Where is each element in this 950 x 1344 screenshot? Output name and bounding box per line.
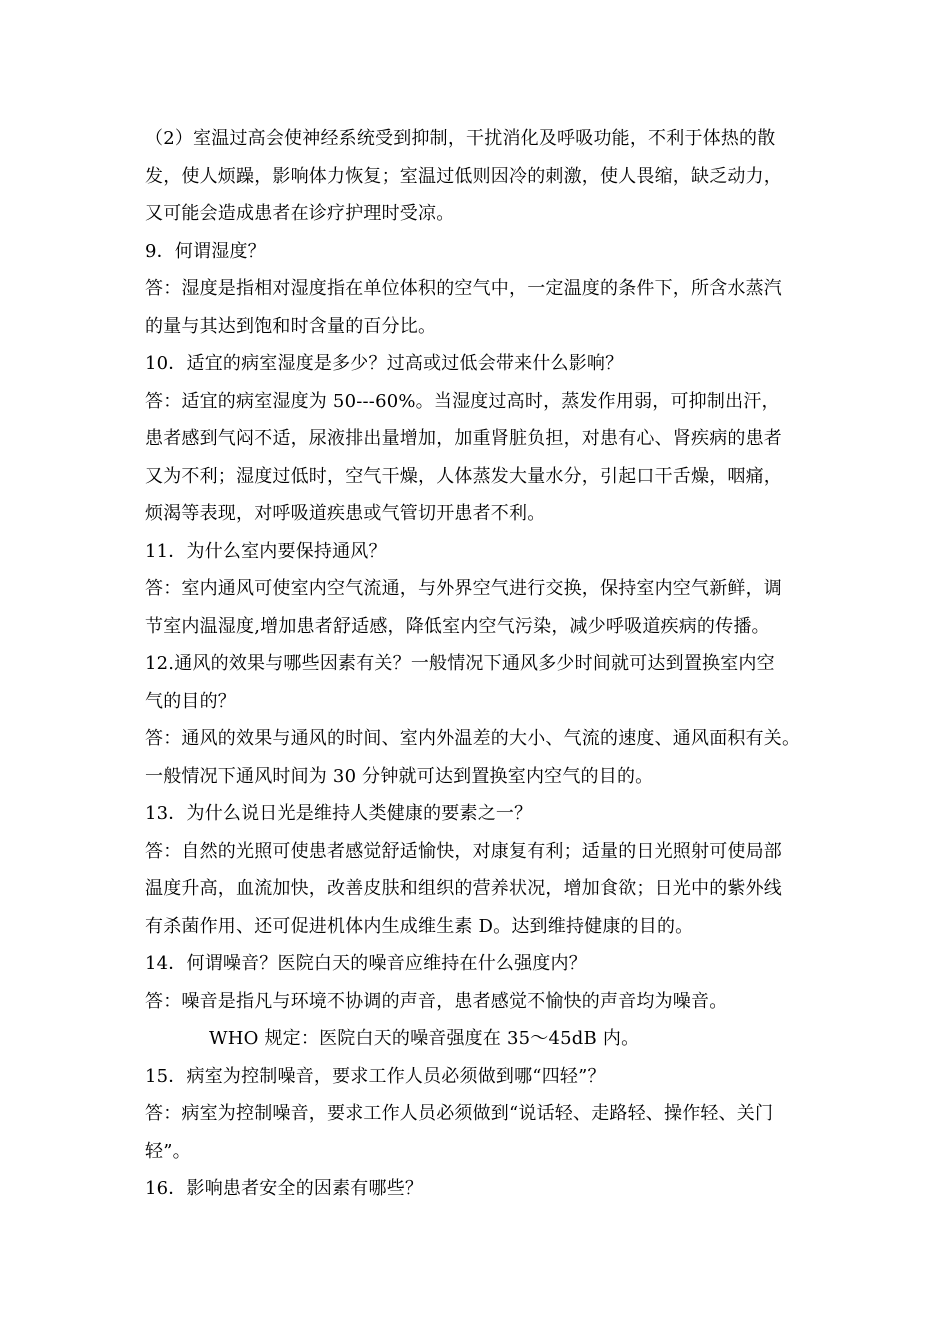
answer-line: 烦渴等表现，对呼吸道疾患或气管切开患者不利。 <box>145 503 546 524</box>
answer-line: 答：噪音是指凡与环境不协调的声音，患者感觉不愉快的声音均为噪音。 <box>145 990 728 1012</box>
question-heading: 10．适宜的病室湿度是多少？过高或过低会带来什么影响？ <box>145 353 624 374</box>
answer-line: 又为不利；湿度过低时，空气干燥，人体蒸发大量水分，引起口干舌燥，咽痛， <box>145 465 782 487</box>
answer-line: 答：湿度是指相对湿度指在单位体积的空气中，一定温度的条件下，所含水蒸汽 <box>145 278 782 299</box>
question-heading: 11．为什么室内要保持通风？ <box>145 540 387 562</box>
answer-line: 一般情况下通风时间为 30 分钟就可达到置换室内空气的目的。 <box>145 765 654 787</box>
answer-line: 温度升高，血流加快，改善皮肤和组织的营养状况，增加食欲；日光中的紫外线 <box>145 878 782 899</box>
answer-line: 的量与其达到饱和时含量的百分比。 <box>145 315 437 337</box>
question-heading: 9．何谓湿度？ <box>145 240 266 262</box>
answer-line: 答：病室为控制噪音，要求工作人员必须做到“说话轻、走路轻、操作轻、关门 <box>145 1103 774 1124</box>
question-heading: 13．为什么说日光是维持人类健康的要素之一？ <box>145 803 533 824</box>
answer-line: 答：适宜的病室湿度为 50---60%。当湿度过高时，蒸发作用弱，可抑制出汗， <box>145 390 780 412</box>
answer-line: 患者感到气闷不适，尿液排出量增加，加重肾脏负担，对患有心、肾疾病的患者 <box>145 428 782 449</box>
question-heading: 15．病室为控制噪音，要求工作人员必须做到哪“四轻”？ <box>145 1065 606 1087</box>
question-heading: 16．影响患者安全的因素有哪些？ <box>145 1178 424 1199</box>
paragraph-line: 发，使人烦躁，影响体力恢复；室温过低则因冷的刺激，使人畏缩，缺乏动力， <box>145 165 782 187</box>
answer-line: 答：通风的效果与通风的时间、室内外温差的大小、气流的速度、通风面积有关。 <box>145 728 801 749</box>
answer-line: 轻”。 <box>145 1140 191 1162</box>
paragraph-line: 又可能会造成患者在诊疗护理时受凉。 <box>145 203 455 224</box>
paragraph-line: （2）室温过高会使神经系统受到抑制，干扰消化及呼吸功能，不利于体热的散 <box>145 128 776 149</box>
answer-line: 答：自然的光照可使患者感觉舒适愉快，对康复有利；适量的日光照射可使局部 <box>145 840 782 862</box>
answer-line: 答：室内通风可使室内空气流通，与外界空气进行交换，保持室内空气新鲜，调 <box>145 578 782 599</box>
document-body <box>145 124 817 1212</box>
answer-line: 有杀菌作用、还可促进机体内生成维生素 D。达到维持健康的目的。 <box>145 915 694 937</box>
question-heading: 12.通风的效果与哪些因素有关？一般情况下通风多少时间就可达到置换室内空 <box>145 653 775 674</box>
answer-line-indented: WHO 规定：医院白天的噪音强度在 35～45dB 内。 <box>209 1028 640 1049</box>
question-heading: 气的目的？ <box>145 690 236 712</box>
answer-line: 节室内温湿度,增加患者舒适感，降低室内空气污染，减少呼吸道疾病的传播。 <box>145 615 770 637</box>
question-heading: 14．何谓噪音？医院白天的噪音应维持在什么强度内？ <box>145 953 587 974</box>
